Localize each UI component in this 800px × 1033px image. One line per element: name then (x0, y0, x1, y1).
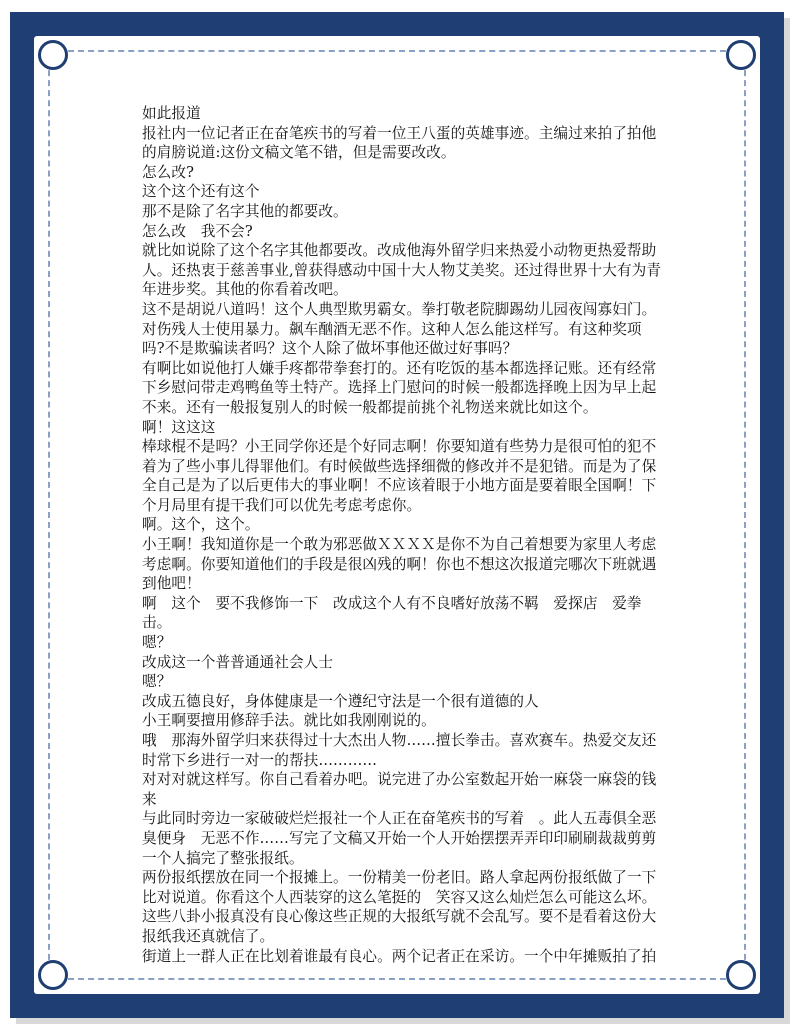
corner-ornament-icon (38, 40, 68, 70)
paragraph: 就比如说除了这个名字其他都要改。改成他海外留学归来热爱小动物更热爱帮助人。还热衷于慈善事业,曾获得感动中国十大人物艾美奖。还过得世界十大有为青年进步奖。其他的你看着改吧。 (142, 242, 662, 299)
document-title: 如此报道 (142, 105, 201, 122)
paragraph: 怎么改 我不会? (142, 222, 253, 240)
paragraph: 有啊比如说他打人嫌手疼都带拳套打的。还有吃饭的基本都选择记账。还有经常下乡慰问带走鸡鸭鱼等土特产。选择上门慰问的时候一般都选择晚上因为早上起不来。还有一般报复别人的时候一般都提前挑个礼物送来就比如这个。 (142, 359, 657, 416)
paragraph: 那不是除了名字其他的都要改。 (142, 202, 348, 220)
paragraph: 小王啊！我知道你是一个敢为邪恶做ＸＸＸＸ是你不为自己着想要为家里人考虑考虑啊。你要知道他们的手段是很凶残的啊！你也不想这次报道完哪次下班就遇到他吧！ (142, 536, 657, 593)
paragraph: 怎么改? (142, 163, 195, 181)
paragraph: 街道上一群人正在比划着谁最有良心。两个记者正在采访。一个中年摊贩拍了拍 (142, 947, 657, 965)
paragraph: 对对对就这样写。你自己看着办吧。说完进了办公室数起开始一麻袋一麻袋的钱来 (142, 771, 657, 808)
paragraph: 这个这个还有这个 (142, 183, 260, 201)
corner-ornament-icon (726, 960, 756, 990)
paragraph: 啊！这这这 (142, 418, 216, 436)
paragraph: 两份报纸摆放在同一个报摊上。一份精美一份老旧。路人拿起两份报纸做了一下比对说道。你看这个人西装穿的这么笔挺的 笑容又这么灿烂怎么可能这么坏。这些八卦小报真没有良心像这些正规的大报纸写就不会乱写。要不是看着这份大报纸我还真就信了。 (142, 869, 657, 945)
paragraph: 嗯？ (142, 634, 172, 652)
paragraph: 这不是胡说八道吗！这个人典型欺男霸女。拳打敬老院脚踢幼儿园夜闯寡妇门。对伤残人士使用暴力。飙车酗酒无恶不作。这种人怎么能这样写。有这种奖项吗?不是欺骗读者吗？这个人除了做坏事他还做过好事吗？ (142, 300, 657, 358)
paragraph: 啊。这个，这个。 (142, 516, 260, 534)
paragraph: 哦 那海外留学归来获得过十大杰出人物……擅长拳击。喜欢赛车。热爱交友还时常下乡进行一对一的帮扶………… (142, 732, 657, 769)
paragraph: 嗯？ (142, 673, 172, 691)
paragraph: 改成五德良好，身体健康是一个遵纪守法是一个很有道德的人 (142, 692, 539, 710)
paragraph: 小王啊要擅用修辞手法。就比如我刚刚说的。 (142, 712, 436, 730)
paragraph: 报社内一位记者正在奋笔疾书的写着一位王八蛋的英雄事迹。主编过来拍了拍他的肩膀说道:这份文稿文笔不错，但是需要改改。 (142, 124, 657, 162)
corner-ornament-icon (38, 960, 68, 990)
paragraph: 啊 这个 要不我修饰一下 改成这个人有不良嗜好放荡不羁 爱探店 爱拳击。 (142, 594, 642, 632)
document-text (142, 104, 662, 966)
paragraph: 与此同时旁边一家破破烂烂报社一个人正在奋笔疾书的写着 。此人五毒俱全恶臭便身 无恶不作……写完了文稿又开始一个人开始摆摆弄弄印印刷刷裁裁剪剪一个人搞完了整张报纸。 (142, 810, 657, 867)
corner-ornament-icon (726, 40, 756, 70)
paragraph: 棒球棍不是吗？小王同学你还是个好同志啊！你要知道有些势力是很可怕的犯不着为了些小事儿得罪他们。有时候做些选择细微的修改并不是犯错。而是为了保全自己是为了以后更伟大的事业啊！不应该着眼于小地方面是要着眼全国啊！下个月局里有提干我们可以优先考虑考虑你。 (142, 438, 657, 514)
paragraph: 改成这一个普普通通社会人士 (142, 653, 334, 671)
